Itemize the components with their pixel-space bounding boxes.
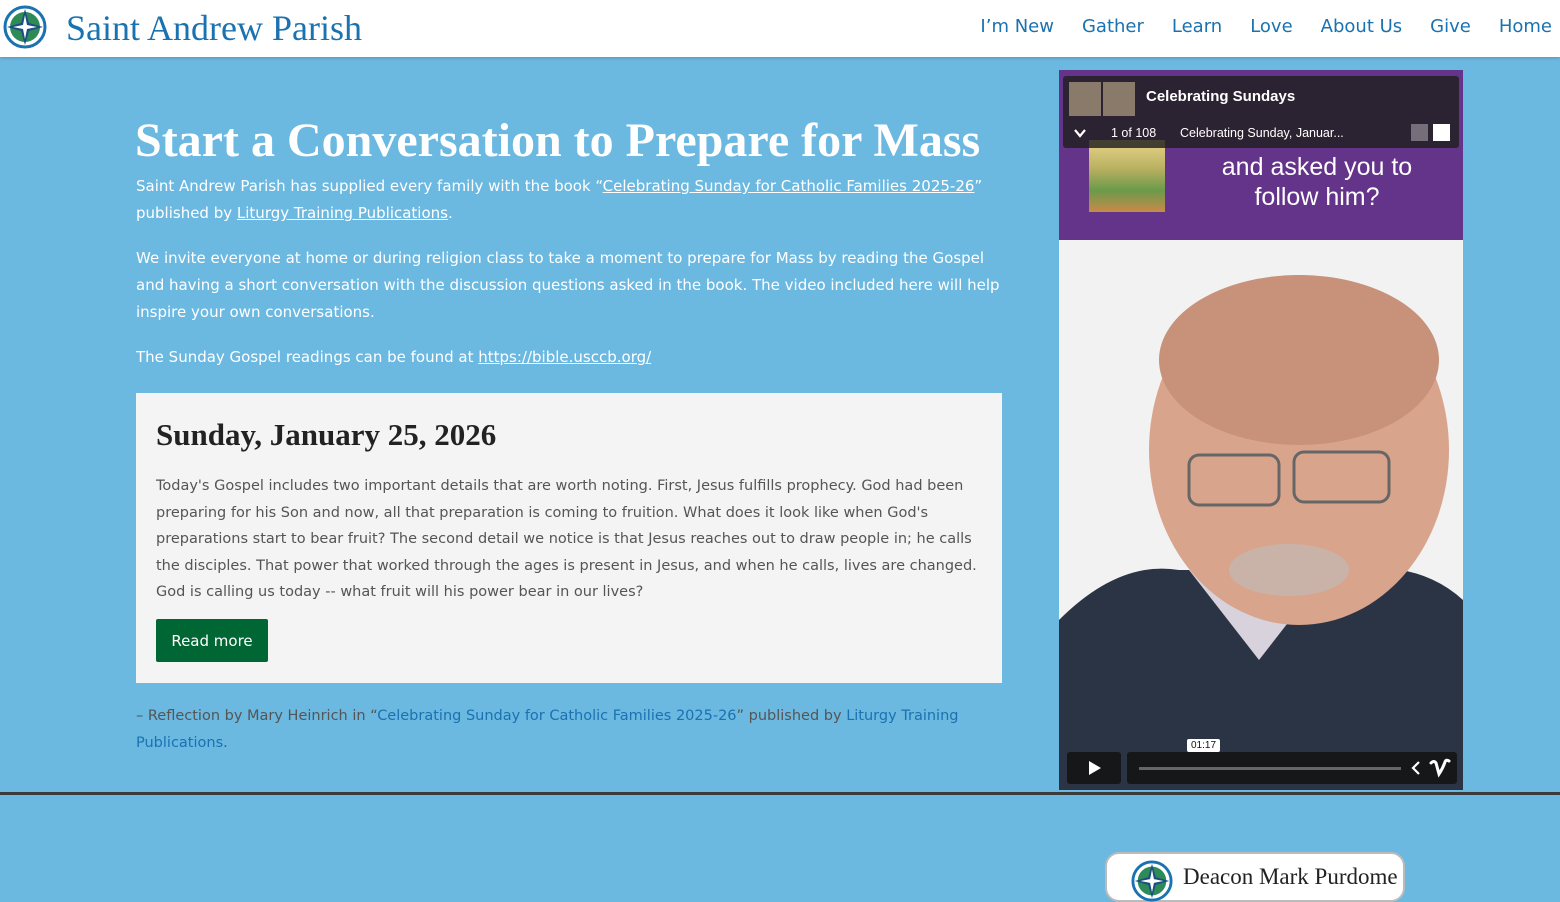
nav-gather[interactable]: Gather xyxy=(1081,16,1144,37)
credit-mid: ” published by xyxy=(736,708,847,724)
intro-text-1a: Saint Andrew Parish has supplied every family with the book “ xyxy=(136,177,603,195)
reflection-body: Today's Gospel includes two important details that are worth noting. First, Jesus fulfills prophecy. God had been preparing for his Son and now, all that preparation is coming to fruition. What does it look like when God's preparations start to bear fruit? The second detail we notice is that Jesus reaches out to draw people in; he calls the disciples. That power that worked through the ages is present in Jesus, and when he calls, lives are changed. God is calling us today -- what fruit will his power bear in our lives? xyxy=(156,478,977,600)
publisher-link[interactable]: Liturgy Training Publications xyxy=(236,204,448,222)
book-link[interactable]: Celebrating Sunday for Catholic Families 2025-26 xyxy=(602,177,975,195)
parish-logo-icon[interactable] xyxy=(3,5,47,49)
credit-publisher-link[interactable]: Liturgy Training Publications xyxy=(136,708,959,751)
intro-paragraph-3 xyxy=(136,344,1016,371)
intro-text-1c: . xyxy=(447,204,453,222)
page-title: Start a Conversation to Prepare for Mass xyxy=(135,114,981,167)
play-icon xyxy=(1067,752,1121,784)
read-more-button[interactable]: Read more xyxy=(156,619,268,662)
playlist-thumbnails[interactable] xyxy=(1069,82,1135,116)
now-playing-title: Celebrating Sunday, Januar... xyxy=(1180,126,1344,140)
speaker-name: Deacon Mark Purdome xyxy=(1183,864,1398,889)
intro-text-1b: ” published by xyxy=(136,177,983,222)
site-header xyxy=(0,0,1560,57)
progress-bar[interactable] xyxy=(1127,740,1457,784)
playlist-count: 1 of 108 xyxy=(1111,126,1157,140)
parish-logo-icon xyxy=(1131,860,1173,902)
site-title[interactable]: Saint Andrew Parish xyxy=(66,8,362,48)
time-tooltip: 01:17 xyxy=(1187,739,1220,752)
intro-text xyxy=(136,173,1016,389)
nav-love[interactable]: Love xyxy=(1250,16,1293,37)
nav-home[interactable]: Home xyxy=(1498,16,1552,37)
next-video-button[interactable] xyxy=(1433,124,1450,141)
nav-about-us[interactable]: About Us xyxy=(1320,16,1403,37)
nav-give[interactable]: Give xyxy=(1430,16,1471,37)
intro-paragraph-2: We invite everyone at home or during religion class to take a moment to prepare for Mass by reading the Gospel and having a short conversation with the discussion questions asked in the book. The video included here will help inspire your own conversations. xyxy=(136,249,1000,321)
reflection-date: Sunday, January 25, 2026 xyxy=(156,417,497,452)
reflection-card xyxy=(136,393,1002,683)
video-controls xyxy=(1063,740,1459,786)
credit-suffix: . xyxy=(223,735,228,751)
video-player[interactable] xyxy=(1059,70,1463,889)
credit-prefix: – Reflection by Mary Heinrich in “ xyxy=(136,708,378,724)
playlist-title[interactable]: Celebrating Sundays xyxy=(1146,88,1296,105)
video-frame[interactable] xyxy=(1059,240,1463,889)
banner-question: and asked you to follow him? xyxy=(1221,153,1413,211)
reflection-credit xyxy=(136,703,996,757)
speaker-image xyxy=(1059,240,1463,790)
nav-im-new[interactable]: I’m New xyxy=(980,16,1054,37)
credit-book-link[interactable]: Celebrating Sunday for Catholic Families 2025-26 xyxy=(377,708,737,724)
chevron-down-icon[interactable] xyxy=(1073,126,1087,140)
page-bottom-border xyxy=(0,792,1560,795)
speaker-name-plate xyxy=(1105,852,1405,902)
play-button[interactable] xyxy=(1067,752,1121,784)
main-nav xyxy=(952,16,1552,37)
intro-text-3a: The Sunday Gospel readings can be found at xyxy=(136,348,479,366)
usccb-link[interactable]: https://bible.usccb.org/ xyxy=(478,348,652,366)
intro-paragraph-1 xyxy=(136,173,1016,227)
previous-video-button[interactable] xyxy=(1411,124,1428,141)
nav-learn[interactable]: Learn xyxy=(1171,16,1223,37)
book-cover-image xyxy=(1089,140,1165,212)
playlist-bar[interactable] xyxy=(1063,76,1459,148)
progress-track[interactable] xyxy=(1139,767,1401,770)
vimeo-icon[interactable] xyxy=(1429,756,1451,780)
chevron-left-icon[interactable] xyxy=(1409,759,1423,777)
